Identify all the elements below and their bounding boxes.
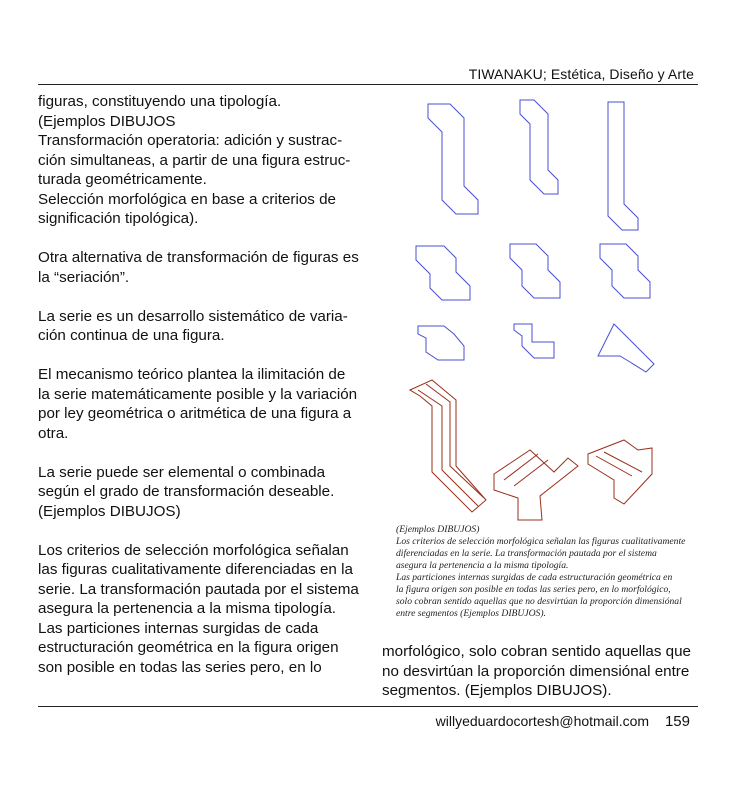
blue-mid-shape-2	[510, 244, 560, 298]
header-rule	[38, 84, 698, 85]
paragraph-3: La serie es un desarrollo sistemático de varia- ción continua de una figura.	[38, 307, 348, 344]
running-header: TIWANAKU; Estética, Diseño y Arte	[468, 66, 694, 82]
left-column	[38, 92, 363, 677]
page-footer	[436, 713, 690, 730]
red-tall-shape	[410, 380, 486, 512]
red-right-shape	[588, 440, 652, 504]
caption-title: (Ejemplos DIBUJOS)	[396, 524, 480, 535]
blue-small-shape-2	[514, 324, 554, 358]
blue-mid-shape-3	[600, 244, 650, 298]
paragraph-5: La serie puede ser elemental o combinada según el grado de transformación deseable. (Ejemplos DIBUJOS)	[38, 463, 335, 520]
footer-rule	[38, 706, 698, 707]
blue-small-shape-3	[598, 324, 654, 372]
paragraph-4: El mecanismo teórico plantea la ilimitación de la serie matemáticamente posible y la variación por ley geométrica o aritmética de una figura a otra.	[38, 366, 358, 442]
blue-tall-shape-2	[520, 100, 558, 194]
red-mid-partition-2	[514, 460, 548, 486]
seriation-figure	[398, 94, 698, 524]
figure-caption	[396, 524, 696, 620]
footer-email: willyeduardocortesh@hotmail.com	[435, 713, 650, 729]
blue-small-shape-1	[418, 326, 464, 360]
caption-paragraph-1: Los criterios de selección morfológica señalan las figuras cualitativamente diferenciadas en la serie. La transformación pautada por el sistema asegura la pertenencia a la misma tipología.	[396, 536, 686, 571]
blue-series	[416, 100, 654, 372]
red-mid-partition-1	[504, 454, 538, 480]
paragraph-6: Los criterios de selección morfológica señalan las figuras cualitativamente diferenciadas en la serie. La transformación pautada por el sistema asegura la pertenencia a la misma tipología. Las particiones internas surgidas de cada estructuración geométrica en la figura origen son posible en todas las series pero, en lo	[38, 541, 359, 676]
red-right-partition-2	[604, 452, 642, 472]
paragraph-2: Otra alternativa de transformación de figuras es la “seriación”.	[38, 249, 359, 286]
red-series	[410, 380, 652, 520]
red-right-partition-1	[596, 456, 632, 476]
caption-paragraph-2: Las particiones internas surgidas de cada estructuración geométrica en la figura origen son posible en todas las series pero, en lo morfológico, solo cobran sentido aquellas que no desvirtúan la proporción dimensiónal entre segmentos (Ejemplos DIBUJOS).	[396, 572, 682, 619]
page-number: 159	[664, 713, 690, 730]
right-paragraph: morfológico, solo cobran sentido aquellas que no desvirtúan la proporción dimensiónal entre segmentos. (Ejemplos DIBUJOS).	[382, 643, 692, 699]
red-mid-shape	[494, 450, 578, 520]
blue-tall-shape-3	[608, 102, 638, 230]
blue-tall-shape-1	[428, 104, 478, 214]
paragraph-1: figuras, constituyendo una tipología. (Ejemplos DIBUJOS Transformación operatoria: adición y sustrac- ción simultaneas, a partir de una figura estruc- turada geométricamente. Selección morfológica en base a criterios de significación tipológica).	[38, 93, 351, 227]
blue-mid-shape-1	[416, 246, 470, 300]
right-column	[382, 642, 707, 701]
